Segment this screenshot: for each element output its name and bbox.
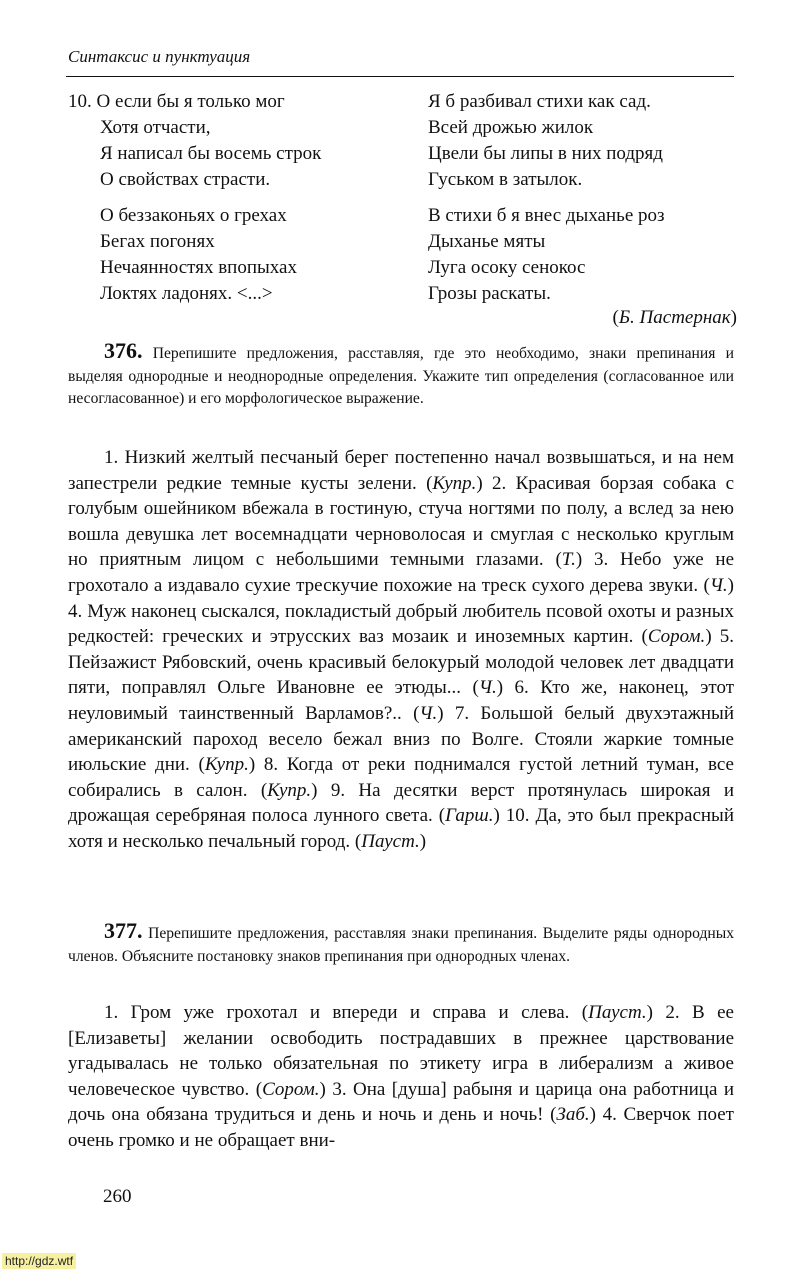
sentence-text: 5. Пейзажист Рябовский, очень красивый белокурый молодой человек лет двадцати пяти, поправлял Ольге Ивановне ее этюды...: [68, 626, 734, 699]
poem-line: Гуськом в затылок.: [428, 169, 583, 190]
poem-line: Всей дрожью жилок: [428, 117, 594, 138]
poem-number: 10.: [68, 91, 92, 112]
sentence-text: 1. Низкий желтый песчаный берег постепенно начал возвышаться, и на нем запестрели редкие темные кусты зелени.: [68, 447, 734, 494]
source-citation: Ч.: [419, 702, 438, 724]
poem-line: Я б разбивал стихи как сад.: [428, 91, 651, 112]
sentence-text: 7. Большой белый двухэтажный американский пароход весело бежал вниз по Волге. Стояли жаркие томные июльские дни.: [68, 702, 734, 776]
exercise-number: 377.: [104, 918, 143, 943]
poem-line: В стихи б я внес дыханье роз: [428, 205, 665, 226]
watermark-link[interactable]: http://gdz.wtf: [2, 1253, 76, 1269]
sentence-text: 2. В ее [Елизаветы] желании освободить пострадавших в прежнее царствование угадывалась не только обязательная по этикету игра в либерализм а живое человеческое чувство.: [68, 1002, 734, 1100]
source-citation: Заб.: [556, 1104, 590, 1126]
sentence-text: 4. Муж наконец сыскался, покладистый добрый любитель псовой охоты и разных редкостей: греческих и этрусских ваз мозаик и иноземных картин.: [68, 600, 734, 648]
source-citation: Сором.: [647, 626, 706, 648]
poem-line: Нечаянностях впопыхах: [100, 257, 297, 278]
exercise-376-instruction: [68, 340, 734, 411]
poem-line: Локтях ладонях. <...>: [100, 283, 273, 304]
source-citation: Сором.: [262, 1078, 320, 1100]
exercise-376-text: 1. Низкий желтый песчаный берег постепенно начал возвышаться, и на нем запестрели редкие темные кусты зелени. (Купр.) 2. Красивая борзая собака с голубым ошейником вбежала в гостиную, стуча ногтями по полу, а вслед за нею вошла девушка лет восемнадцати черноволосая и смуглая с несколько круглым но приятным лицом с небольшими темными глазами. (Т.) 3. Небо уже не грохотало а издавало сухие трескучие похожие на треск сухого дерева звуки. (Ч.) 4. Муж наконец сыскался, покладистый добрый любитель псовой охоты и разных редкостей: греческих и этрусских ваз мозаик и иноземных картин. (Сором.) 5. Пейзажист Рябовский, очень красивый белокурый молодой человек лет двадцати пяти, поправлял Ольге Ивановне ее этюды... (Ч.) 6. Кто же, наконец, этот неуловимый таинственный Варламов?.. (Ч.) 7. Большой белый двухэтажный американский пароход весело бежал вниз по Волге. Стояли жаркие томные июльские дни. (Купр.) 8. Когда от реки поднимался густой летний туман, все собирались в салон. (Купр.) 9. На десятки верст протянулась широкая и дрожащая серебряная полоса лунного света. (Гарш.) 10. Да, это был прекрасный хотя и несколько печальный город. (Пауст.): [68, 447, 735, 852]
source-citation: Пауст.: [361, 830, 420, 852]
sentence-text: 1. Гром уже грохотал и впереди и справа и слева.: [104, 1002, 582, 1023]
poem-line: Я написал бы восемь строк: [100, 143, 322, 164]
source-citation: Купр.: [267, 779, 312, 801]
source-citation: Пауст.: [588, 1002, 647, 1023]
poem-line: Хотя отчасти,: [100, 117, 211, 138]
instruction-text: Перепишите предложения, расставляя знаки препинания. Выделите ряды однородных членов. Объясните постановку знаков препинания при однородных членах.: [68, 925, 734, 965]
poem-line: 10. О если бы я только мог: [68, 91, 285, 112]
sentence-text: 3. Она [душа] рабыня и царица она работница и дочь она обязана трудиться и день и ночь и день и ночь!: [68, 1078, 734, 1126]
source-citation: Купр.: [204, 754, 249, 776]
source-citation: Ч.: [478, 677, 497, 699]
poem-line: Цвели бы липы в них подряд: [428, 143, 663, 164]
poem-line: Бегах погонях: [100, 231, 215, 252]
source-citation: Т.: [561, 549, 576, 571]
sentence-text: 8. Когда от реки поднимался густой летний туман, все собирались в салон.: [68, 754, 734, 801]
sentence-text: 6. Кто же, наконец, этот неуловимый таинственный Варламов?..: [68, 677, 734, 724]
source-citation: Гарш.: [445, 805, 494, 827]
sentence-text: 10. Да, это был прекрасный хотя и несколько печальный город.: [68, 805, 734, 852]
source-citation: Купр.: [432, 472, 477, 494]
source-citation: Ч.: [709, 574, 728, 596]
page-number: 260: [103, 1186, 132, 1207]
poem-line: Дыханье мяты: [428, 231, 546, 252]
poem-line: Грозы раскаты.: [428, 283, 551, 304]
exercise-number: 376.: [104, 338, 143, 363]
poem-attribution: (Б. Пастернак): [612, 307, 737, 328]
sentence-text: 9. На десятки верст протянулась широкая и дрожащая серебряная полоса лунного света.: [68, 779, 734, 827]
poem-left-column: [68, 89, 321, 307]
exercise-377-instruction: [68, 920, 734, 968]
running-head: Синтаксис и пунктуация: [68, 47, 251, 66]
exercise-377-text: 1. Гром уже грохотал и впереди и справа и слева. (Пауст.) 2. В ее [Елизаветы] желании освободить пострадавших в прежнее царствование угадывалась не только обязательная по этикету игра в либерализм а живое человеческое чувство. (Сором.) 3. Она [душа] рабыня и царица она работница и дочь она обязана трудиться и день и ночь и день и ночь! (Заб.) 4. Сверчок поет очень громко и не обращает вни-: [68, 1002, 734, 1151]
poem-line: О беззаконьях о грехах: [100, 205, 287, 226]
sentence-text: 2. Красивая борзая собака с голубым ошейником вбежала в гостиную, стуча ногтями по полу, а вслед за нею вошла девушка лет восемнадцати черноволосая и смуглая с несколько круглым но приятным лицом с небольшими темными глазами.: [68, 472, 734, 571]
sentence-text: 3. Небо уже не грохотало а издавало сухие трескучие похожие на треск сухого дерева звуки.: [68, 549, 735, 596]
instruction-text: Перепишите предложения, расставляя, где это необходимо, знаки препинания и выделяя однородные и неоднородные определения. Укажите тип определения (согласованное или несогласованное) и его морфологическое выражение.: [68, 345, 734, 407]
poem-line: Луга осоку сенокос: [428, 257, 586, 278]
header-rule: [66, 76, 734, 77]
poem-right-column: [428, 89, 665, 307]
poem-line: О свойствах страсти.: [100, 169, 271, 190]
sentence-text: 4. Сверчок поет очень громко и не обращает вни-: [68, 1104, 734, 1151]
